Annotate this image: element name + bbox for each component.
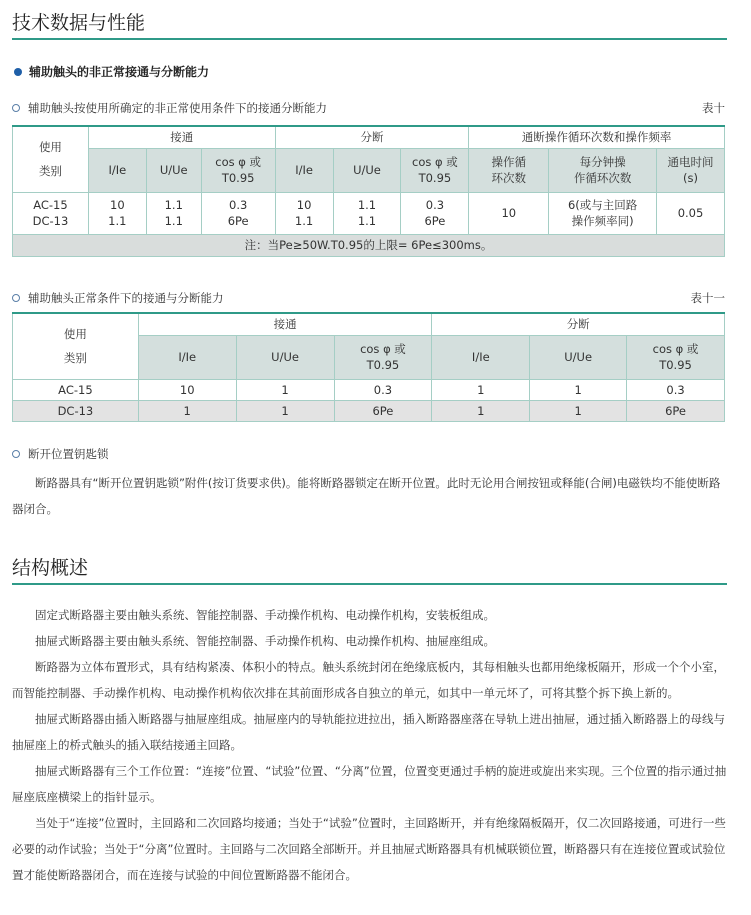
structure-paragraphs bbox=[12, 602, 727, 888]
title-divider bbox=[12, 38, 727, 40]
paragraph: 抽屉式断路器主要由触头系统、智能控制器、手动操作机构、电动操作机构、抽屉座组成。 bbox=[35, 634, 495, 648]
t10-permin-header: 每分钟操 作循环次数 bbox=[549, 148, 657, 192]
lock-caption-row bbox=[12, 446, 725, 462]
table11 bbox=[12, 312, 725, 422]
t11-break-header: 分断 bbox=[432, 313, 725, 335]
t10-note: 注：当Pe≥50W.T0.95的上限= 6Pe≤300ms。 bbox=[13, 234, 725, 256]
paragraph: 断路器为立体布置形式，具有结构紧凑、体积小的特点。触头系统封闭在绝缘底板内，其每相触头也都用绝缘板隔开，形成一个个小室，而智能控制器、手动操作机构、电动操作机构依次排在其前面形成各自独立的单元，如其中一单元坏了，可将其整个拆下换上新的。 bbox=[12, 660, 725, 700]
paragraph: 固定式断路器主要由触头系统、智能控制器、手动操作机构、电动操作机构，安装板组成。 bbox=[35, 608, 495, 622]
lock-paragraph: 断路器具有“断开位置钥匙锁”附件(按订货要求供)。能将断路器锁定在断开位置。此时无论用合闸按钮或释能(合闸)电磁铁均不能使断路器闭合。 bbox=[12, 476, 721, 516]
circle-bullet-icon bbox=[12, 104, 20, 112]
t11-make-i-header: I/Ie bbox=[138, 335, 236, 379]
t11-make-u-header: U/Ue bbox=[236, 335, 334, 379]
t10-break-cos-header: cos φ 或 T0.95 bbox=[401, 148, 469, 192]
t10-make-u-header: U/Ue bbox=[146, 148, 201, 192]
t10-make-header: 接通 bbox=[88, 126, 275, 148]
t10-break-u-header: U/Ue bbox=[333, 148, 401, 192]
paragraph: 当处于“连接”位置时，主回路和二次回路均接通；当处于“试验”位置时，主回路断开，并有绝缘隔板隔开，仅二次回路接通，可进行一些必要的动作试验；当处于“分离”位置时。主回路与二次回路全部断开。并且抽屉式断路器具有机械联锁位置，断路器只有在连接位置或试验位置才能使断路器闭合，而在连接与试验的中间位置断路器不能闭合。 bbox=[12, 816, 726, 882]
t11-break-cos-header: cos φ 或 T0.95 bbox=[627, 335, 725, 379]
t10-break-i-header: I/Ie bbox=[275, 148, 333, 192]
section-heading bbox=[14, 63, 209, 80]
t11-usage-header: 使用 类别 bbox=[13, 313, 139, 379]
t10-cycles-header: 通断操作循环次数和操作频率 bbox=[469, 126, 725, 148]
paragraph: 抽屉式断路器有三个工作位置：“连接”位置、“试验”位置、“分离”位置，位置变更通过手柄的旋进或旋出来实现。三个位置的指示通过抽屉座底座横梁上的指针显示。 bbox=[12, 764, 727, 804]
t10-ops-value: 10 bbox=[469, 192, 549, 234]
table10-caption-row bbox=[12, 100, 725, 116]
structure-title: 结构概述 bbox=[12, 557, 89, 579]
table10 bbox=[12, 125, 725, 257]
t10-break-header: 分断 bbox=[275, 126, 469, 148]
section-heading-text: 辅助触头的非正常接通与分断能力 bbox=[29, 65, 210, 79]
table11-caption-row bbox=[12, 290, 725, 306]
table10-label: 表十 bbox=[702, 101, 725, 115]
t10-time-header: 通电时间 (s) bbox=[657, 148, 725, 192]
lock-caption: 断开位置钥匙锁 bbox=[28, 447, 109, 461]
table-row: AC-15 DC-13 10 1.1 1.1 1.1 0.3 6Pe 10 1.1 1.1 1.1 0.3 6Pe 10 6(或与主回路 操作频率同) 0.05 bbox=[13, 192, 725, 234]
circle-bullet-icon bbox=[12, 450, 20, 458]
t10-usage-header: 使用 类别 bbox=[13, 126, 89, 192]
circle-bullet-icon bbox=[12, 294, 20, 302]
t11-break-i-header: I/Ie bbox=[432, 335, 530, 379]
t11-make-cos-header: cos φ 或 T0.95 bbox=[334, 335, 432, 379]
bullet-dot-icon bbox=[14, 68, 22, 76]
t10-time-value: 0.05 bbox=[657, 192, 725, 234]
table-row: DC-13 1 1 6Pe 1 1 6Pe bbox=[13, 400, 725, 421]
t10-ops-header: 操作循 环次数 bbox=[469, 148, 549, 192]
t11-break-u-header: U/Ue bbox=[530, 335, 627, 379]
t10-freq-value: 6(或与主回路 操作频率同) bbox=[549, 192, 657, 234]
table-row: AC-15 10 1 0.3 1 1 0.3 bbox=[13, 379, 725, 400]
table11-label: 表十一 bbox=[690, 291, 725, 305]
paragraph: 抽屉式断路器由插入断路器与抽屉座组成。抽屉座内的导轨能拉进拉出，插入断路器座落在导轨上进出抽屉，通过插入断路器上的母线与抽屉座上的桥式触头的插入联结接通主回路。 bbox=[12, 712, 725, 752]
t10-make-cos-header: cos φ 或 T0.95 bbox=[201, 148, 275, 192]
table11-caption: 辅助触头正常条件下的接通与分断能力 bbox=[28, 291, 224, 305]
table10-caption: 辅助触头按使用所确定的非正常使用条件下的接通分断能力 bbox=[28, 101, 327, 115]
page-title: 技术数据与性能 bbox=[12, 12, 146, 34]
structure-divider bbox=[12, 583, 727, 585]
t11-make-header: 接通 bbox=[138, 313, 432, 335]
t10-make-i-header: I/Ie bbox=[88, 148, 146, 192]
